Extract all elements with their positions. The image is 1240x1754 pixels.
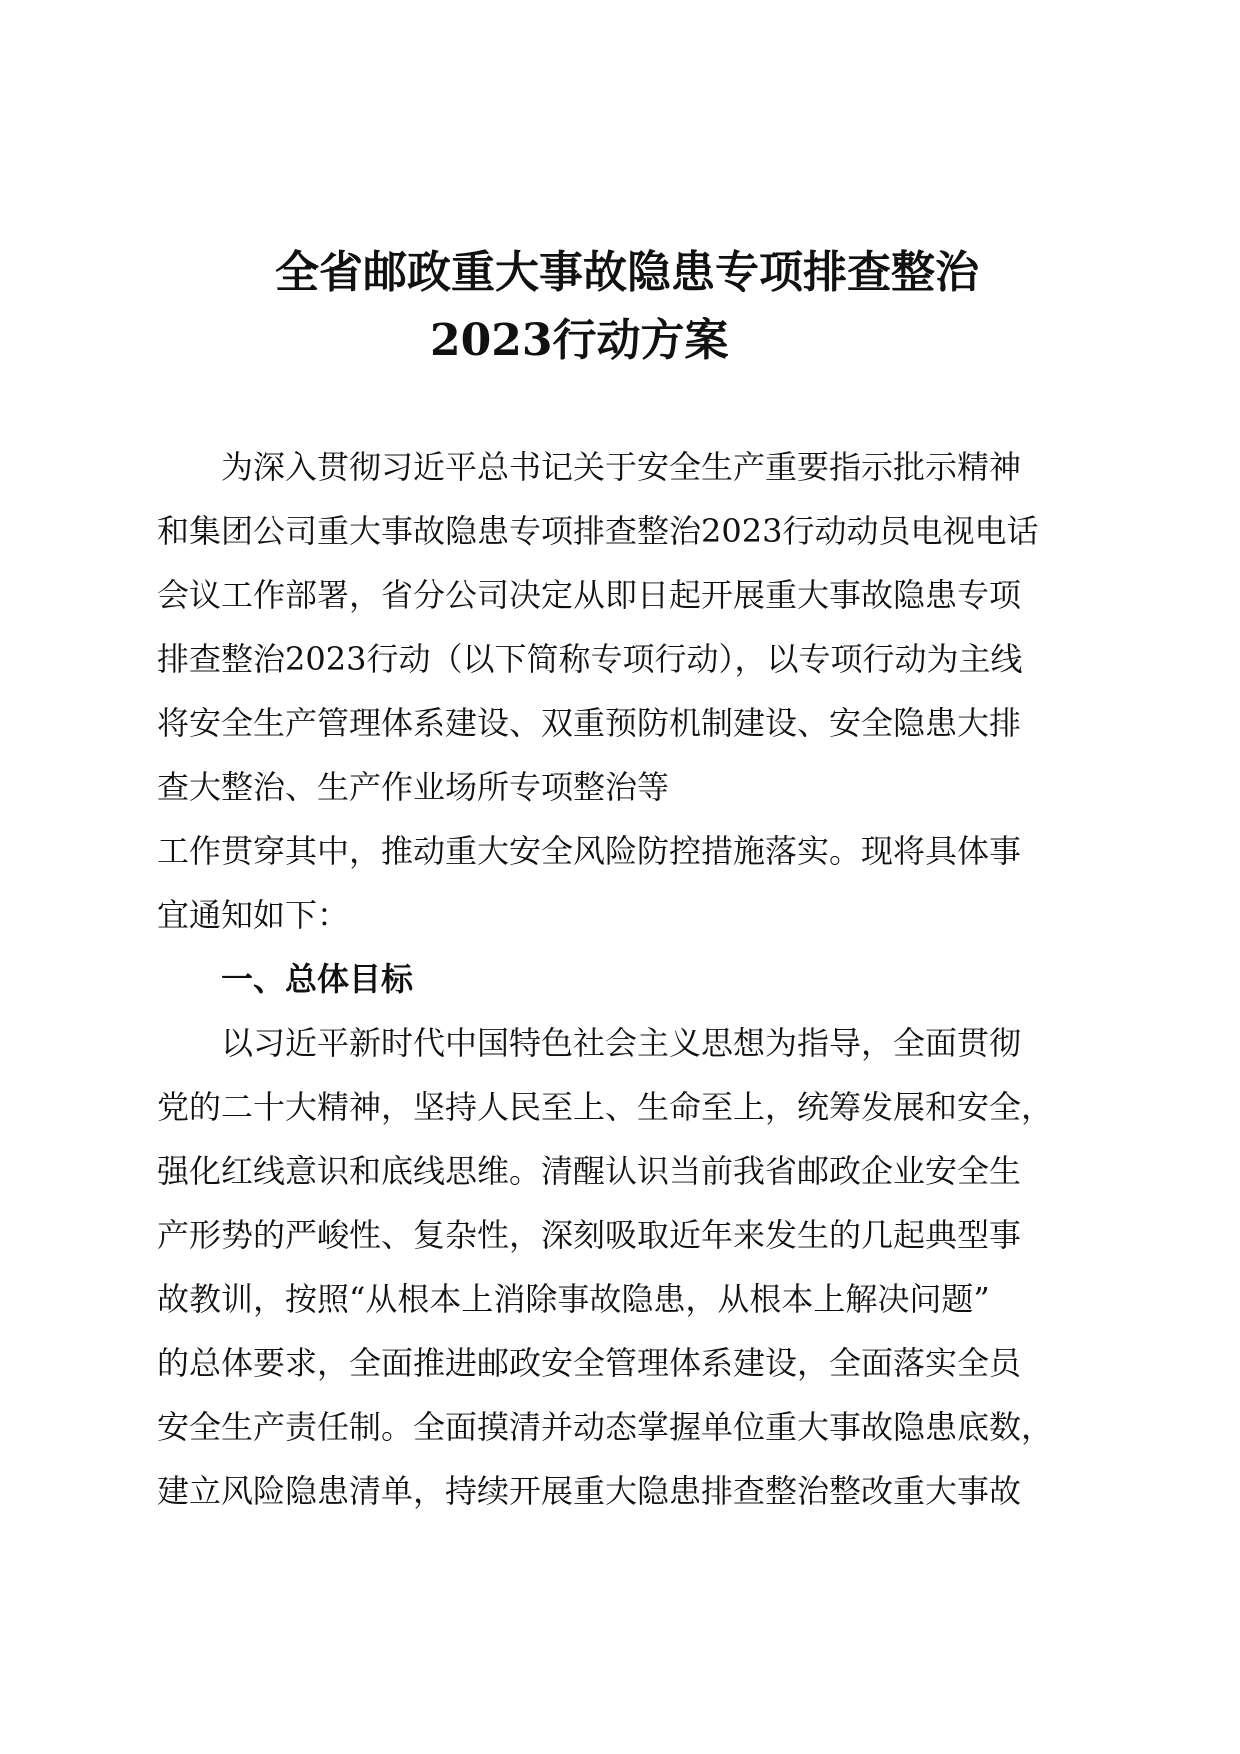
paragraph-line: 以习近平新时代中国特色社会主义思想为指导，全面贯彻	[221, 1024, 1022, 1062]
paragraph-line: 产形势的严峻性、复杂性，深刻吸取近年来发生的几起典型事	[157, 1216, 1022, 1254]
paragraph-line: 和集团公司重大事故隐患专项排查整治2023行动动员电视电话	[157, 512, 1039, 550]
document-title-line-2: 2023行动方案	[430, 315, 729, 366]
paragraph-line: 党的二十大精神，坚持人民至上、生命至上，统筹发展和安全，	[157, 1088, 1054, 1126]
paragraph-line: 排查整治2023行动（以下简称专项行动），以专项行动为主线	[157, 640, 1023, 678]
paragraph-line: 强化红线意识和底线思维。清醒认识当前我省邮政企业安全生	[157, 1152, 1022, 1190]
paragraph-line: 安全生产责任制。全面摸清并动态掌握单位重大事故隐患底数，	[157, 1408, 1054, 1446]
paragraph-line: 会议工作部署，省分公司决定从即日起开展重大事故隐患专项	[157, 576, 1022, 614]
paragraph-line: 为深入贯彻习近平总书记关于安全生产重要指示批示精神	[221, 448, 1022, 486]
paragraph-line: 建立风险隐患清单，持续开展重大隐患排查整治整改重大事故	[157, 1472, 1022, 1510]
paragraph-line: 的总体要求，全面推进邮政安全管理体系建设，全面落实全员	[157, 1344, 1022, 1382]
paragraph-line: 将安全生产管理体系建设、双重预防机制建设、安全隐患大排	[157, 704, 1022, 742]
paragraph-line: 故教训，按照“从根本上消除事故隐患，从根本上解决问题”	[157, 1280, 990, 1318]
paragraph-line: 工作贯穿其中，推动重大安全风险防控措施落实。现将具体事	[157, 832, 1022, 870]
document-title-line-1: 全省邮政重大事故隐患专项排查整治	[275, 247, 979, 298]
paragraph-line: 宜通知如下：	[157, 896, 350, 934]
section-heading: 一、总体目标	[221, 960, 414, 998]
paragraph-line: 查大整治、生产作业场所专项整治等	[157, 768, 670, 806]
